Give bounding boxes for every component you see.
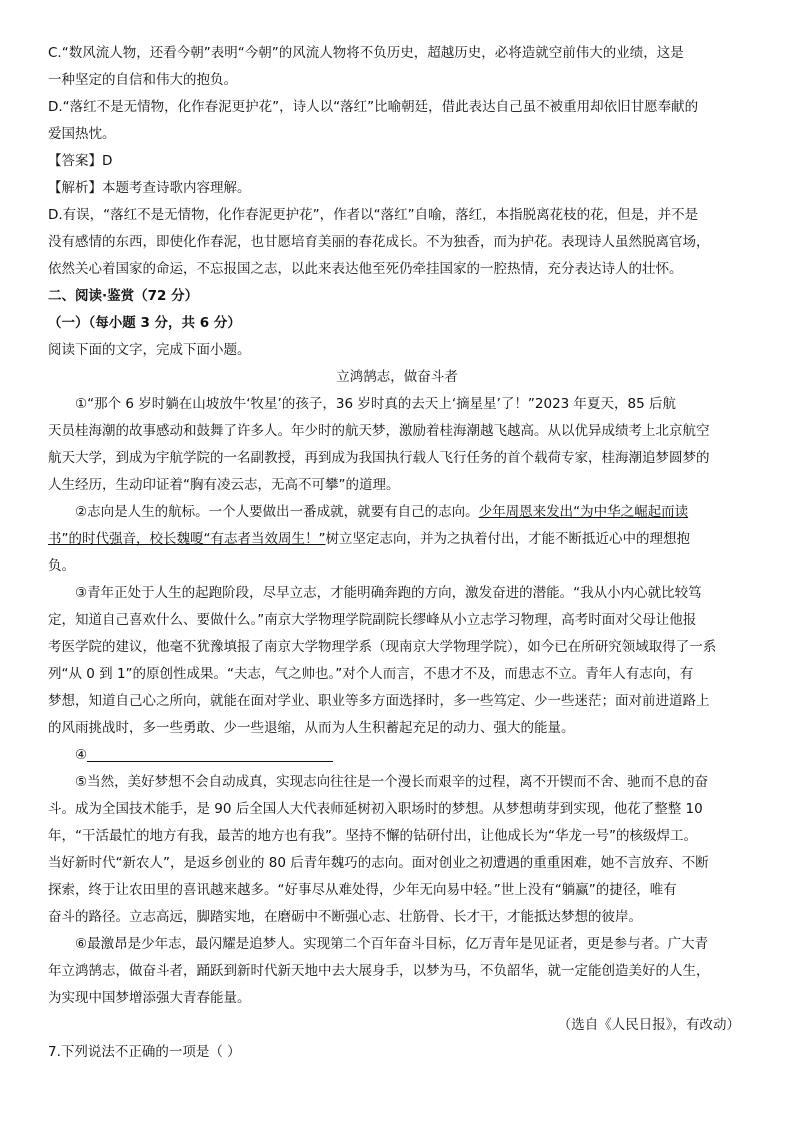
para-3-line-3: 考医学院的建议，他毫不犹豫填报了南京大学物理学系（现南京大学物理学院），如今已在所研究领域取得了一系	[48, 639, 717, 655]
para-3-line-1: ③青年正处于人生的起跑阶段，尽早立志，才能明确奔跑的方向，激发奋进的潜能。“我从小内心就比较笃	[75, 585, 702, 601]
section-heading: 二、阅读·鉴赏（72 分）	[48, 288, 199, 304]
para-6-line-3: 为实现中国梦增添强大青春能量。	[48, 990, 251, 1006]
option-c-line-1: C.“数风流人物，还看今朝”表明“今朝”的风流人物将不负历史，超越历史，必将造就空前伟大的业绩，这是	[48, 45, 684, 61]
para-2-text-a: ②志向是人生的航标。一个人要做出一番成就，就要有自己的志向。	[75, 504, 479, 520]
option-d-line-2: 爱国热忱。	[48, 126, 116, 142]
para-3-line-2: 定，知道自己喜欢什么、要做什么。”南京大学物理学院副院长缪峰从小立志学习物理，高考时面对父母让他报	[48, 612, 697, 628]
para-2-line-3: 负。	[48, 558, 75, 574]
para-5-line-5: 探索，终于让农田里的喜讯越来越多。“好事尽从难处得，少年无向易中轻。”世上没有“躺赢”的捷径，唯有	[48, 882, 677, 898]
para-2-underlined-b: 书”的时代强音，校长魏嗄“有志者当效周生！”	[48, 531, 326, 547]
explanation-line-3: 依然关心着国家的命运，不忘报国之志，以此来表达他至死仍牵挂国家的一腔热情，充分表达诗人的壮怀。	[48, 261, 683, 277]
analysis-line: 【解析】本题考查诗歌内容理解。	[48, 180, 251, 196]
question-7: 7.下列说法不正确的一项是（ ）	[48, 1044, 241, 1060]
para-2-line-2	[48, 526, 746, 553]
article-title: 立鸿鹄志，做奋斗者	[336, 369, 458, 385]
para-3-line-6: 的风雨挑战时，多一些勇敢、少一些退缩，从而为人生积蓄起充足的动力、强大的能量。	[48, 720, 575, 736]
para-5-line-1: ⑤当然，美好梦想不会自动成真，实现志向往往是一个漫长而艰辛的过程，离不开锲而不舍、驰而不息的奋	[75, 774, 709, 790]
para-5-line-4: 当好新时代“新农人”，是返乡创业的 80 后青年魏巧的志向。面对创业之初遭遇的重重困难，她不言放弃、不断	[48, 855, 709, 871]
para-6-line-1: ⑥最激昂是少年志，最闪耀是追梦人。实现第二个百年奋斗目标，亿万青年是见证者，更是参与者。广大青	[75, 936, 709, 952]
explanation-line-2: 没有感情的东西，即使化作春泥，也甘愿培育美丽的春花成长。不为独香，而为护花。表现诗人虽然脱离官场，	[48, 234, 710, 250]
para-1-line-2: 天员桂海潮的故事感动和鼓舞了许多人。年少时的航天梦，激励着桂海潮越飞越高。从以优异成绩考上北京航空	[48, 423, 710, 439]
para-2-line-1	[48, 499, 746, 526]
answer-line: 【答案】D	[48, 153, 113, 169]
subsection-heading: （一）（每小题 3 分，共 6 分）	[48, 315, 241, 331]
para-5-line-3: 年，“干活最忙的地方有我，最苦的地方也有我”。坚持不懈的钻研付出，让他成长为“华龙一号”的核级焊工。	[48, 828, 697, 844]
para-1-line-3: 航天大学，到成为宇航学院的一名副教授，再到成为我国执行载人飞行任务的首个载荷专家，桂海潮追梦圆梦的	[48, 450, 710, 466]
para-3-line-4: 列“从 0 到 1”的原创性成果。“夫志，气之帅也。”对个人而言，不患才不及，而患志不立。青年人有志向，有	[48, 666, 694, 682]
option-c-line-2: 一种坚定的自信和伟大的抱负。	[48, 72, 237, 88]
para-2-underlined-a: 少年周恩来发出“为中华之崛起而读	[478, 504, 689, 520]
document-page	[48, 40, 746, 1066]
para-4-blank	[48, 742, 746, 769]
para-6-line-2: 年立鸿鹄志，做奋斗者，踊跃到新时代新天地中去大展身手，以梦为马，不负韶华，就一定能创造美好的人生，	[48, 963, 710, 979]
para-3-line-5: 梦想，知道自己心之所向，就能在面对学业、职业等多方面选择时，多一些笃定、少一些迷茫；面对前进道路上	[48, 693, 710, 709]
para-1-line-1: ①“那个 6 岁时躺在山坡放牛‘牧星’的孩子，36 岁时真的去天上‘摘星星’了！”2023 年夏天，85 后航	[75, 396, 677, 412]
para-2-text-b: 树立坚定志向，并为之执着付出，才能不断抵近心中的理想抱	[325, 531, 690, 547]
explanation-line-1: D.有误，“落红不是无情物，化作春泥更护花”，作者以“落红”自喻，落红，本指脱离花枝的花，但是，并不是	[48, 207, 699, 223]
fill-in-blank[interactable]	[87, 745, 333, 762]
para-4-number: ④	[75, 747, 88, 763]
source-citation: （选自《人民日报》，有改动）	[557, 1017, 740, 1033]
reading-instruction: 阅读下面的文字，完成下面小题。	[48, 342, 251, 358]
para-1-line-4: 人生经历，生动印证着“胸有凌云志，无高不可攀”的道理。	[48, 477, 400, 493]
option-d-line-1: D.“落红不是无情物，化作春泥更护花”，诗人以“落红”比喻朝廷，借此表达自己虽不被重用却依旧甘愿奉献的	[48, 99, 699, 115]
para-5-line-6: 奋斗的路径。立志高远，脚踏实地，在磨砺中不断强心志、壮筋骨、长才干，才能抵达梦想的彼岸。	[48, 909, 642, 925]
para-5-line-2: 斗。成为全国技术能手，是 90 后全国人大代表师延树初入职场时的梦想。从梦想萌芽到实现，他花了整整 10	[48, 801, 703, 817]
